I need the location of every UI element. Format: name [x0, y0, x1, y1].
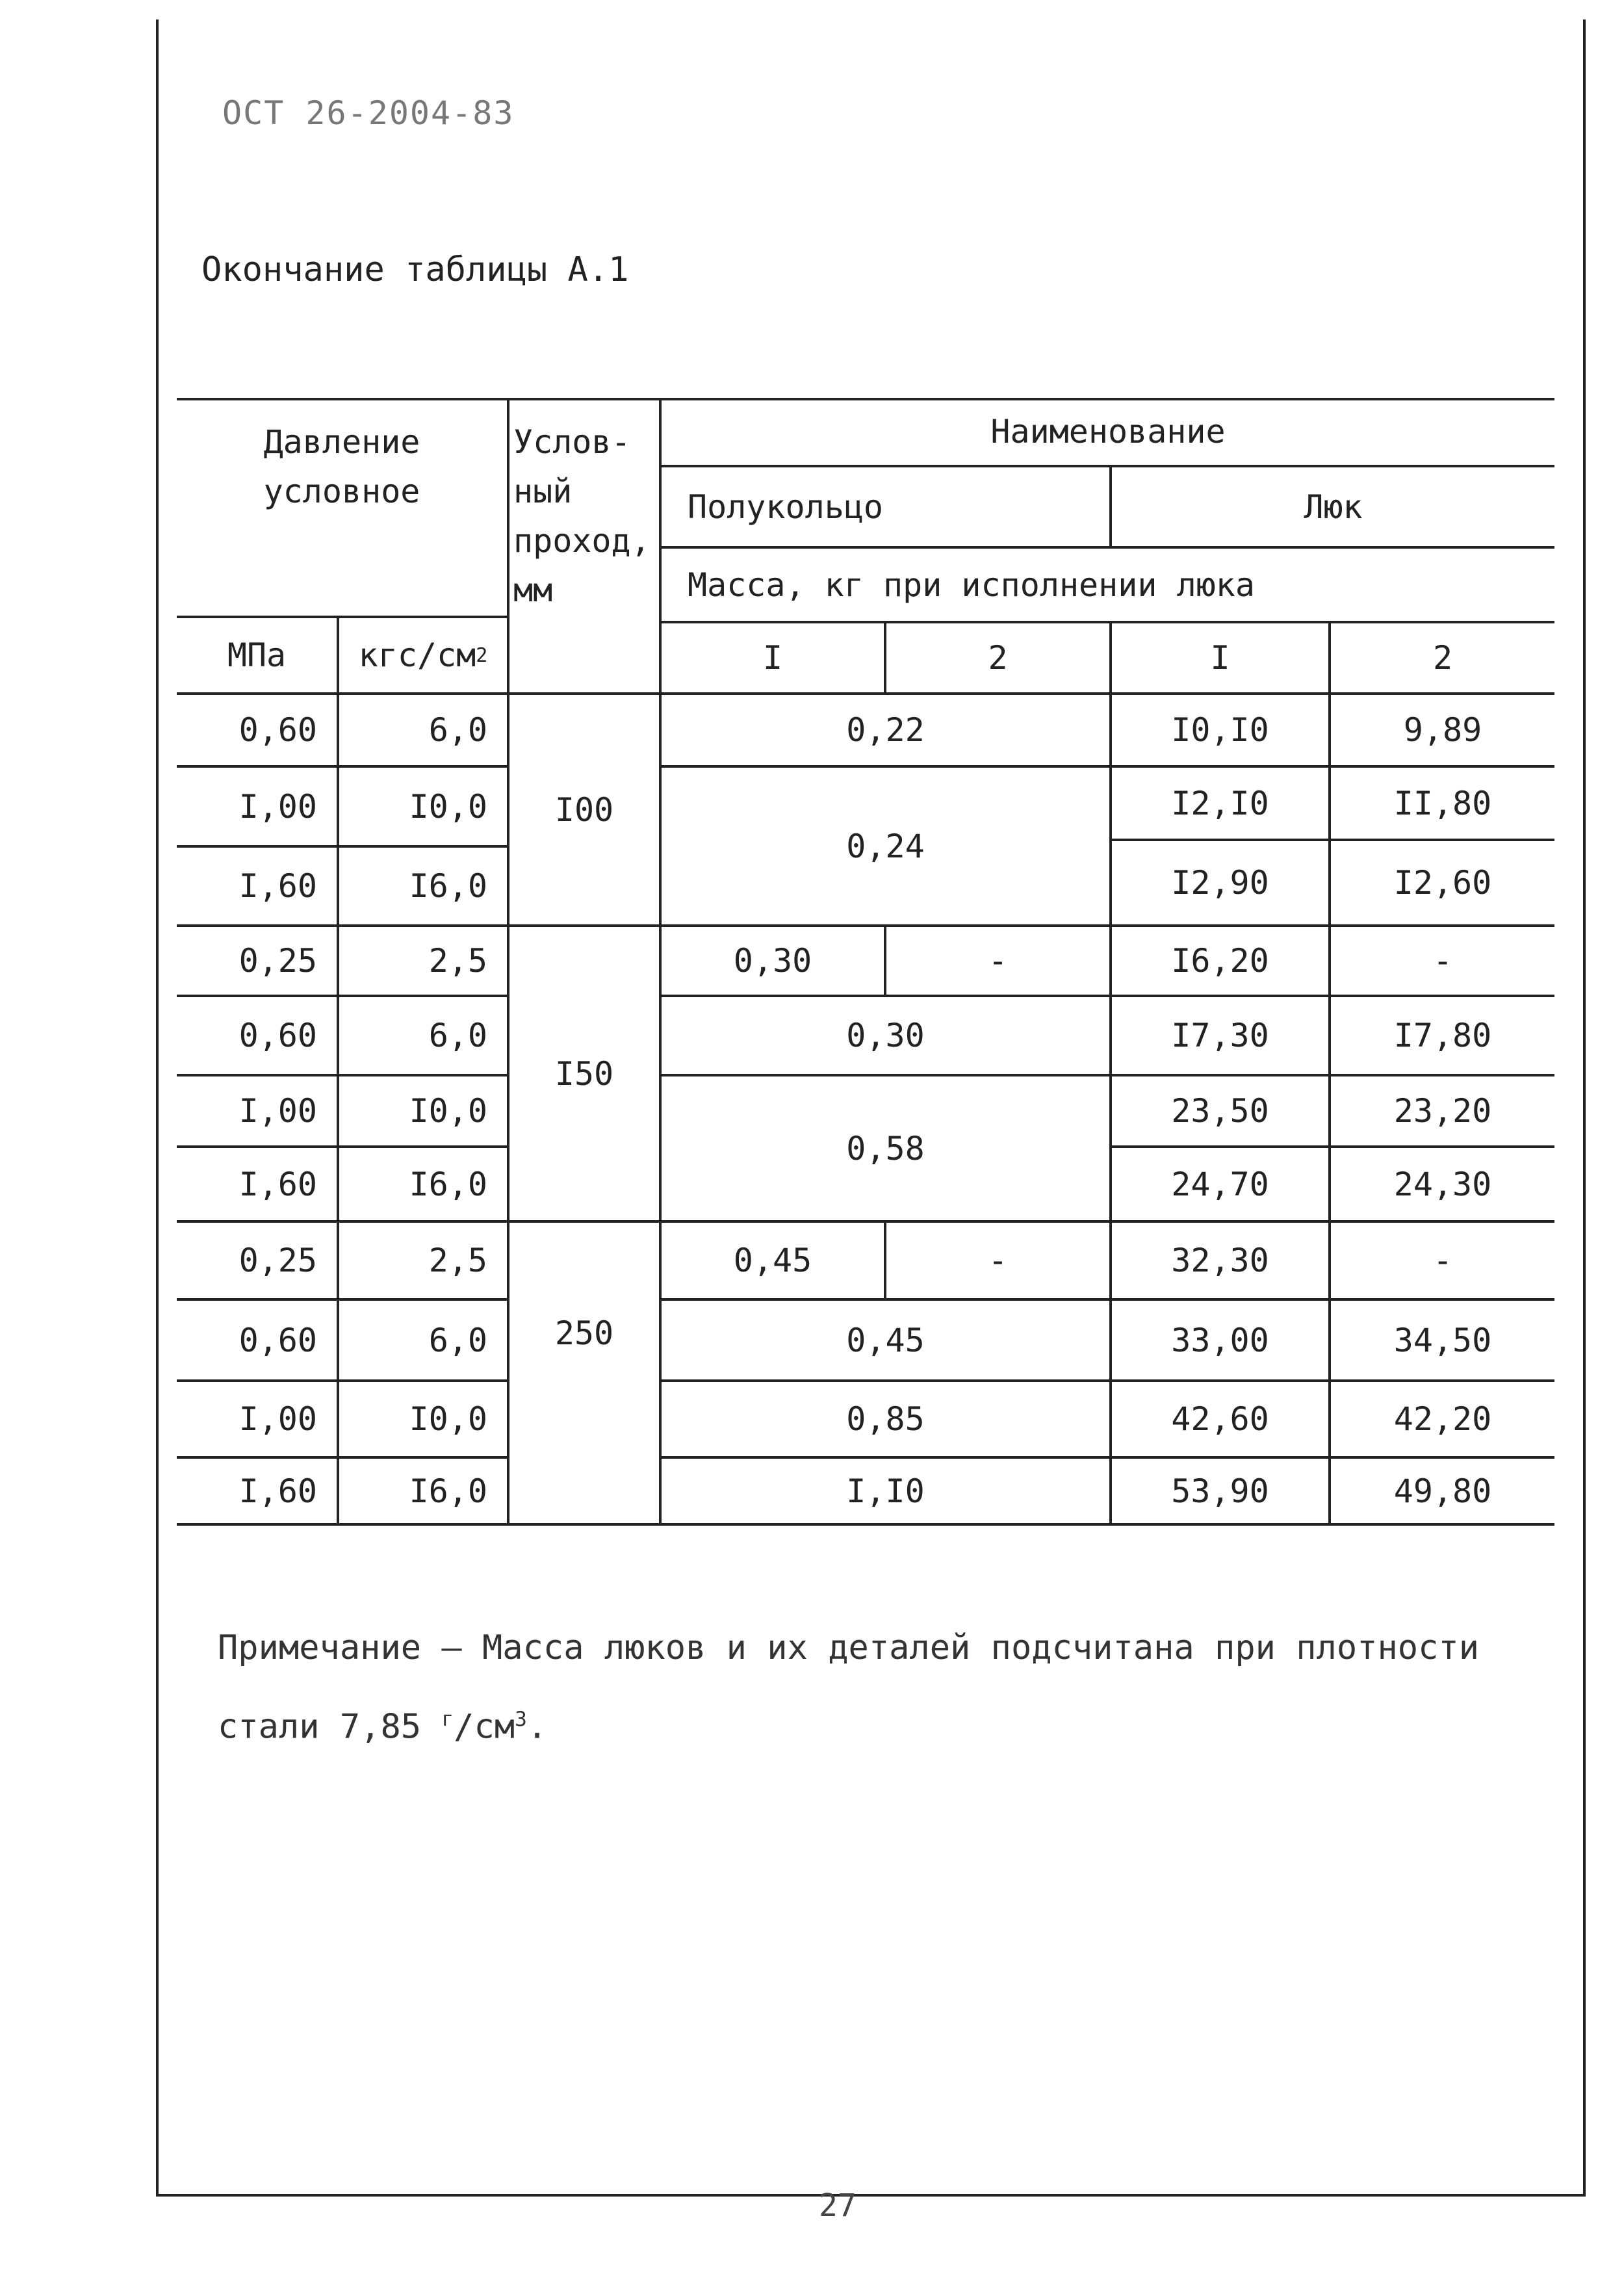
- cell-hatch-1: I2,90: [1171, 864, 1269, 902]
- cell-kgf: 2,5: [428, 1242, 487, 1279]
- cell-kgf: I0,0: [409, 1092, 487, 1130]
- cell-hatch-2: 34,50: [1393, 1321, 1492, 1359]
- half-ring-cell: -: [988, 942, 1008, 980]
- header-half-ring: Полукольцо: [688, 488, 884, 526]
- cell-mpa: 0,25: [238, 1242, 317, 1279]
- cell-kgf: 6,0: [428, 1321, 487, 1359]
- page-number: 27: [819, 2187, 857, 2224]
- cell-mpa: I,00: [238, 787, 317, 826]
- bore-cell: I00: [554, 790, 614, 829]
- cell-hatch-2: 24,30: [1393, 1165, 1492, 1203]
- cell-hatch-1: 32,30: [1171, 1242, 1269, 1279]
- cell-kgf: I0,0: [409, 787, 487, 826]
- footnote: Примечание – Масса люков и их деталей подсчитана при плотности стали 7,85 $^г/см^3$.: [218, 1628, 1480, 1747]
- cell-hatch-1: 33,00: [1171, 1321, 1269, 1359]
- cell-hatch-2: 23,20: [1393, 1092, 1492, 1130]
- cell-hatch-1: I7,30: [1171, 1017, 1269, 1054]
- half-ring-cell: 0,24: [846, 827, 925, 865]
- half-ring-cell: 0,58: [846, 1129, 925, 1168]
- table-bottom-border: [177, 1523, 1554, 1526]
- cell-hatch-2: 9,89: [1403, 711, 1482, 749]
- bore-cell: I50: [554, 1054, 614, 1093]
- header-pressure: Давление условное: [263, 423, 420, 510]
- half-ring-cell: I,I0: [846, 1472, 925, 1510]
- cell-mpa: 0,25: [238, 942, 317, 980]
- cell-hatch-1: I0,I0: [1171, 711, 1269, 749]
- cell-kgf: 6,0: [428, 1017, 487, 1054]
- half-ring-cell: 0,45: [846, 1321, 925, 1359]
- cell-kgf: I6,0: [409, 867, 487, 905]
- header-mass: Масса, кг при исполнении люка: [688, 566, 1255, 604]
- header-hatch-exec-1: I: [1210, 639, 1230, 677]
- header-hatch-exec-2: 2: [1432, 639, 1453, 677]
- cell-hatch-1: 23,50: [1171, 1092, 1269, 1130]
- cell-mpa: I,60: [238, 1165, 317, 1203]
- header-unit-kgf: кгс/см 2: [358, 636, 488, 674]
- cell-hatch-2: II,80: [1393, 784, 1492, 822]
- header-unit-mpa: МПа: [227, 636, 287, 674]
- cell-kgf: I0,0: [409, 1400, 487, 1438]
- cell-hatch-2: I7,80: [1393, 1017, 1492, 1054]
- cell-hatch-2: 42,20: [1393, 1400, 1492, 1438]
- cell-kgf: 6,0: [428, 711, 487, 749]
- mass-table: [177, 398, 1554, 1526]
- half-ring-cell: 0,30: [846, 1017, 925, 1054]
- bore-cell: 250: [554, 1314, 614, 1352]
- table-caption: Окончание таблицы А.1: [201, 250, 629, 289]
- document-code: ОСТ 26-2004-83: [222, 94, 515, 132]
- cell-mpa: I,60: [238, 867, 317, 905]
- half-ring-cell: 0,45: [733, 1242, 812, 1279]
- half-ring-cell: 0,30: [733, 942, 812, 980]
- cell-mpa: I,00: [238, 1092, 317, 1130]
- cell-hatch-1: I6,20: [1171, 942, 1269, 980]
- cell-hatch-1: 53,90: [1171, 1472, 1269, 1510]
- half-ring-cell: -: [988, 1242, 1008, 1279]
- cell-hatch-2: 49,80: [1393, 1472, 1492, 1510]
- header-hatch: Люк: [1304, 488, 1363, 526]
- cell-mpa: 0,60: [238, 1017, 317, 1054]
- cell-hatch-1: I2,I0: [1171, 784, 1269, 822]
- cell-hatch-1: 42,60: [1171, 1400, 1269, 1438]
- cell-hatch-2: -: [1432, 942, 1453, 980]
- header-exec-2: 2: [988, 639, 1008, 677]
- cell-mpa: 0,60: [238, 1321, 317, 1359]
- cell-mpa: I,60: [238, 1472, 317, 1510]
- cell-hatch-2: -: [1432, 1242, 1453, 1279]
- header-exec-1: I: [762, 639, 783, 677]
- cell-mpa: 0,60: [238, 711, 317, 749]
- cell-mpa: I,00: [238, 1400, 317, 1438]
- half-ring-cell: 0,85: [846, 1400, 925, 1438]
- cell-kgf: I6,0: [409, 1165, 487, 1203]
- cell-kgf: I6,0: [409, 1472, 487, 1510]
- cell-kgf: 2,5: [428, 942, 487, 980]
- half-ring-cell: 0,22: [846, 711, 925, 749]
- cell-hatch-1: 24,70: [1171, 1165, 1269, 1203]
- header-nominal-bore: Услов- ный проход, мм: [513, 423, 651, 609]
- header-name: Наименование: [990, 412, 1226, 450]
- cell-hatch-2: I2,60: [1393, 864, 1492, 902]
